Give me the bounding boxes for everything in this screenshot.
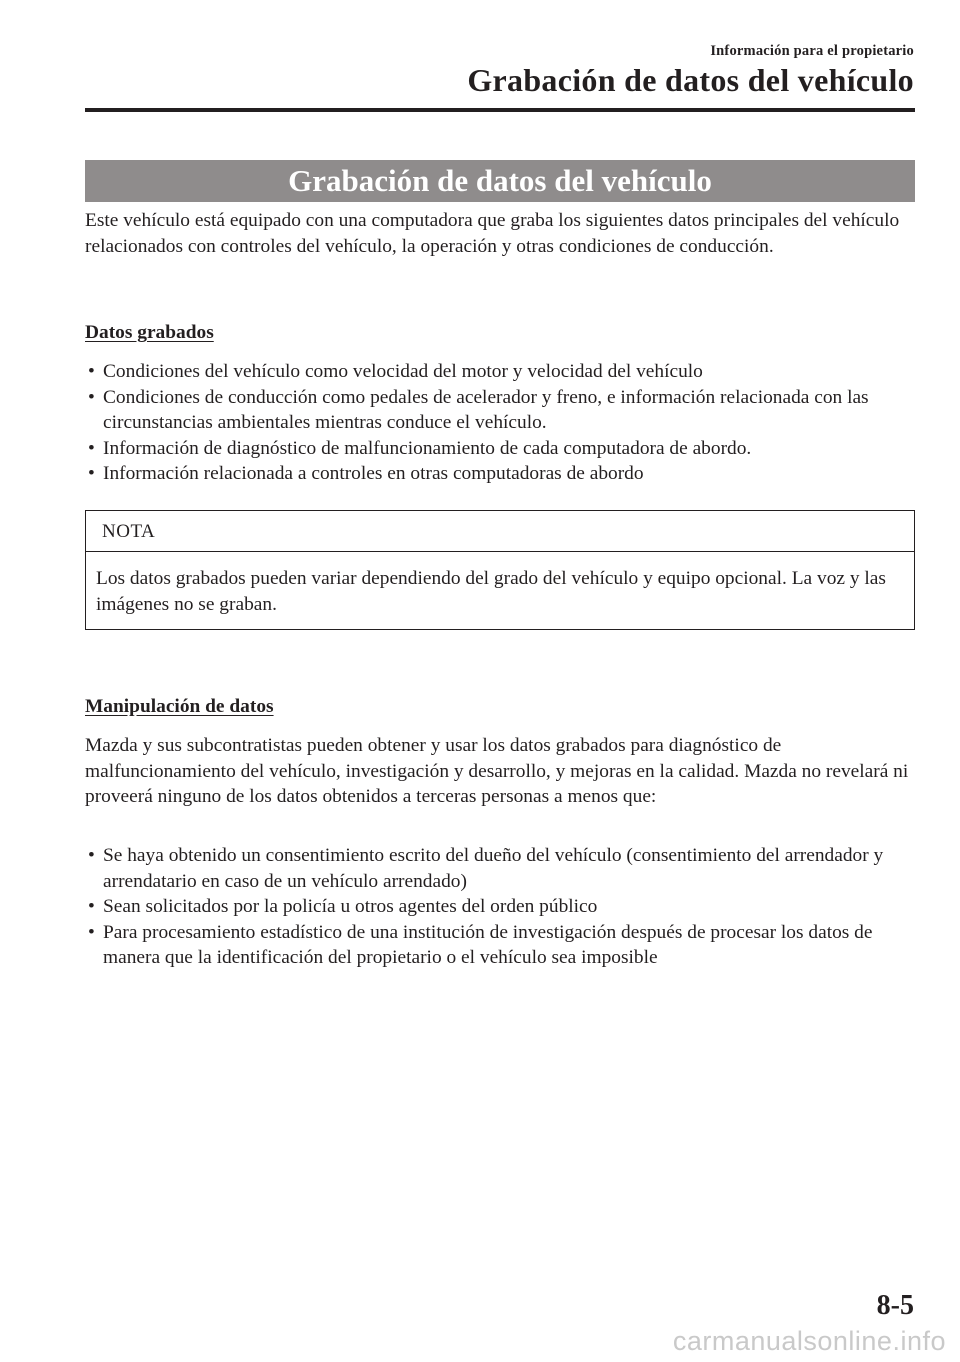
bullet-icon: • [88,845,95,866]
bullet-icon: • [88,896,95,917]
list-item: • Información relacionada a controles en otras computadoras de abordo [85,461,915,487]
note-title: NOTA [102,521,156,542]
watermark-text: carmanualsonline.info [672,1326,946,1356]
note-body: Los datos grabados pueden variar dependiendo del grado del vehículo y equipo opcional. La voz y las imágenes no se graban. [96,568,886,615]
bullet-icon: • [88,437,95,459]
list-item: • Condiciones del vehículo como velocidad del motor y velocidad del vehículo [85,359,915,385]
recorded-data-list [85,359,915,487]
bullet-icon: • [88,361,95,382]
note-box [85,510,915,630]
running-header-section: Grabación de datos del vehículo [467,62,914,98]
running-header-chapter: Información para el propietario [710,43,914,59]
page-number: 8-5 [876,1290,914,1321]
list-item: • Sean solicitados por la policía u otros agentes del orden público [85,894,915,920]
list-item: • Se haya obtenido un consentimiento escrito del dueño del vehículo (consentimiento del arrendador y arrendatario en caso de un vehículo arrendado) [88,845,884,892]
data-handling-list [85,843,915,971]
list-item: • Información de diagnóstico de malfuncionamiento de cada computadora de abordo. [85,436,915,462]
intro-paragraph: Este vehículo está equipado con una computadora que graba los siguientes datos principales del vehículo relacionados con controles del vehículo, la operación y otras condiciones de conducción. [85,210,900,257]
bullet-icon: • [88,386,95,408]
data-handling-heading: Manipulación de datos [85,696,274,717]
header-rule [85,108,915,112]
data-handling-paragraph: Mazda y sus subcontratistas pueden obtener y usar los datos grabados para diagnóstico de malfuncionamiento del vehículo, investigación y desarrollo, y mejoras en la calidad. Mazda no revelará ni proveerá ninguno de los datos obtenidos a terceras personas a menos que: [85,735,909,807]
section-title-bar: Grabación de datos del vehículo [85,160,915,202]
list-item: • Para procesamiento estadístico de una institución de investigación después de procesar los datos de manera que la identificación del propietario o el vehículo sea imposible [88,921,873,968]
note-divider [86,551,914,552]
bullet-icon: • [88,463,95,484]
list-item: • Condiciones de conducción como pedales de acelerador y freno, e información relacionada con las circunstancias ambientales mientras conduce el vehículo. [88,386,869,433]
bullet-icon: • [88,921,95,943]
recorded-data-heading: Datos grabados [85,322,214,343]
